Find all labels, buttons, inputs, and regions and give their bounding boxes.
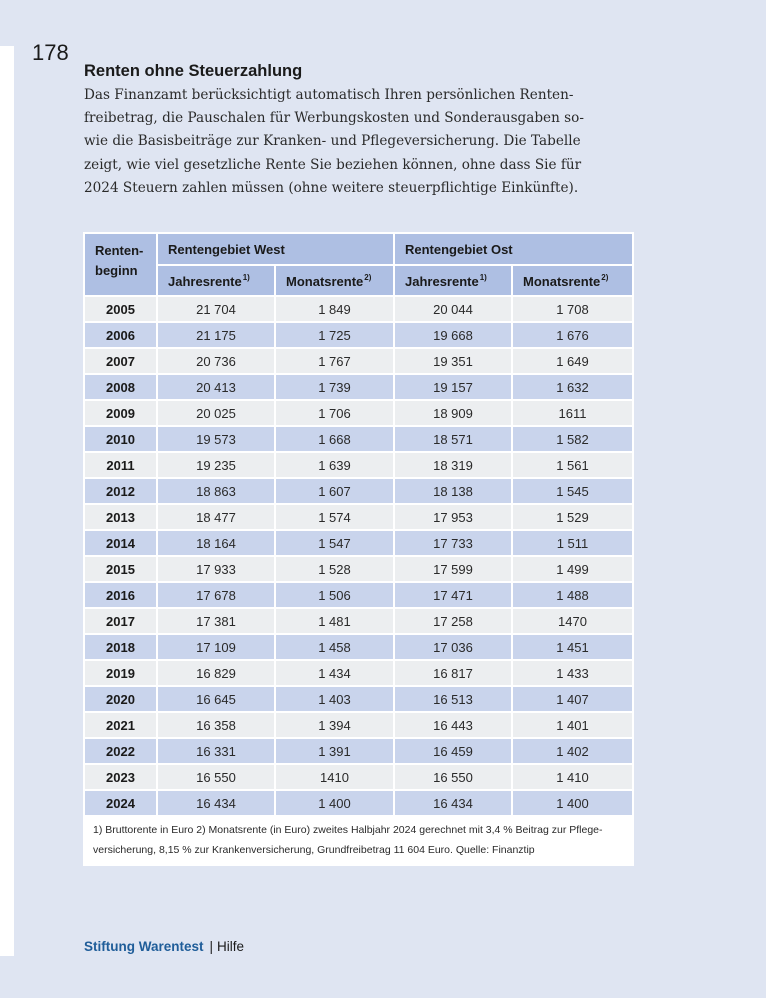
- intro-line: wie die Basisbeiträge zur Kranken- und Pflegeversicherung. Die Tabelle: [84, 133, 581, 150]
- west-monatsrente-cell: 1 725: [275, 322, 394, 348]
- ost-jahresrente-cell: 19 157: [394, 374, 512, 400]
- ost-monatsrente-cell: 1470: [512, 608, 633, 634]
- ost-monatsrente-cell: 1 407: [512, 686, 633, 712]
- table-row: [84, 348, 633, 374]
- year-cell: 2013: [84, 504, 157, 530]
- table-row: [84, 712, 633, 738]
- table-row: [84, 296, 633, 322]
- ost-monatsrente-cell: 1 708: [512, 296, 633, 322]
- intro-line: freibetrag, die Pauschalen für Werbungskosten und Sonderausgaben so-: [84, 110, 584, 127]
- west-jahresrente-cell: 16 829: [157, 660, 275, 686]
- west-jahresrente-header: Jahresrente$^{1)}$: [157, 265, 275, 296]
- west-monatsrente-cell: 1 639: [275, 452, 394, 478]
- ost-monatsrente-cell: 1 676: [512, 322, 633, 348]
- west-jahresrente-cell: 19 235: [157, 452, 275, 478]
- ost-monatsrente-cell: 1 499: [512, 556, 633, 582]
- table-row: [84, 322, 633, 348]
- table-header-row: [84, 233, 633, 265]
- west-jahresrente-cell: 20 413: [157, 374, 275, 400]
- west-monatsrente-cell: 1 434: [275, 660, 394, 686]
- ost-jahresrente-cell: 20 044: [394, 296, 512, 322]
- year-cell: 2009: [84, 400, 157, 426]
- ost-monatsrente-header: Monatsrente$^{2)}$: [512, 265, 633, 296]
- ost-monatsrente-cell: 1 400: [512, 790, 633, 816]
- ost-monatsrente-cell: 1 561: [512, 452, 633, 478]
- table-row: [84, 452, 633, 478]
- table-row: [84, 400, 633, 426]
- footer-section: Hilfe: [217, 939, 245, 954]
- table-row: [84, 608, 633, 634]
- west-jahresrente-cell: 18 863: [157, 478, 275, 504]
- west-jahresrente-cell: 17 933: [157, 556, 275, 582]
- footnote-marker: 1): [242, 272, 250, 282]
- west-monatsrente-cell: 1 481: [275, 608, 394, 634]
- west-jahresrente-cell: 16 358: [157, 712, 275, 738]
- ost-monatsrente-cell: 1 410: [512, 764, 633, 790]
- table-row: [84, 634, 633, 660]
- intro-line: zeigt, wie viel gesetzliche Rente Sie beziehen können, ohne dass Sie für: [84, 156, 582, 173]
- year-cell: 2005: [84, 296, 157, 322]
- west-jahresrente-cell: 18 477: [157, 504, 275, 530]
- footnote-line: versicherung, 8,15 % zur Krankenversicherung, Grundfreibetrag 11 604 Euro. Quelle: Finanztip: [93, 844, 535, 856]
- footnote-row: [84, 816, 633, 865]
- ost-monatsrente-cell: 1 451: [512, 634, 633, 660]
- page-edge: [0, 46, 14, 956]
- year-cell: 2015: [84, 556, 157, 582]
- west-jahresrente-cell: 18 164: [157, 530, 275, 556]
- ost-jahresrente-cell: 19 351: [394, 348, 512, 374]
- year-header-line2: beginn: [95, 263, 138, 278]
- year-column-header: [84, 233, 157, 296]
- year-cell: 2007: [84, 348, 157, 374]
- table-row: [84, 530, 633, 556]
- table-row: [84, 738, 633, 764]
- west-jahresrente-cell: 17 678: [157, 582, 275, 608]
- ost-jahresrente-cell: 18 138: [394, 478, 512, 504]
- year-cell: 2022: [84, 738, 157, 764]
- year-cell: 2012: [84, 478, 157, 504]
- ost-monatsrente-cell: 1 649: [512, 348, 633, 374]
- ost-jahresrente-cell: 18 909: [394, 400, 512, 426]
- table-row: [84, 426, 633, 452]
- ost-group-header: Rentengebiet Ost: [394, 233, 633, 265]
- west-monatsrente-cell: 1410: [275, 764, 394, 790]
- table-row: [84, 556, 633, 582]
- ost-jahresrente-cell: 17 036: [394, 634, 512, 660]
- west-jahresrente-cell: 20 025: [157, 400, 275, 426]
- publisher-brand: Stiftung Warentest: [84, 939, 204, 954]
- west-jahresrente-cell: 16 645: [157, 686, 275, 712]
- west-monatsrente-cell: 1 574: [275, 504, 394, 530]
- ost-jahresrente-cell: 16 443: [394, 712, 512, 738]
- year-cell: 2008: [84, 374, 157, 400]
- page-footer: [84, 939, 244, 954]
- footnote-line: 1) Bruttorente in Euro 2) Monatsrente (in Euro) zweites Halbjahr 2024 gerechnet mit 3,4 % Beitrag zur Pflege-: [93, 824, 603, 836]
- ost-monatsrente-cell: 1 401: [512, 712, 633, 738]
- west-jahresrente-cell: 17 381: [157, 608, 275, 634]
- ost-jahresrente-cell: 18 571: [394, 426, 512, 452]
- table-row: [84, 504, 633, 530]
- ost-jahresrente-cell: 17 471: [394, 582, 512, 608]
- west-monatsrente-cell: 1 767: [275, 348, 394, 374]
- ost-jahresrente-cell: 18 319: [394, 452, 512, 478]
- year-cell: 2018: [84, 634, 157, 660]
- west-jahresrente-cell: 21 175: [157, 322, 275, 348]
- year-cell: 2016: [84, 582, 157, 608]
- year-cell: 2019: [84, 660, 157, 686]
- year-cell: 2020: [84, 686, 157, 712]
- ost-jahresrente-cell: 16 550: [394, 764, 512, 790]
- ost-monatsrente-cell: 1611: [512, 400, 633, 426]
- west-jahresrente-cell: 19 573: [157, 426, 275, 452]
- west-monatsrente-cell: 1 547: [275, 530, 394, 556]
- ost-jahresrente-cell: 16 817: [394, 660, 512, 686]
- ost-jahresrente-cell: 17 599: [394, 556, 512, 582]
- year-cell: 2011: [84, 452, 157, 478]
- footnote-marker: 2): [601, 272, 609, 282]
- ost-monatsrente-cell: 1 511: [512, 530, 633, 556]
- footnote-marker: 1): [479, 272, 487, 282]
- west-group-header: Rentengebiet West: [157, 233, 394, 265]
- ost-jahresrente-cell: 17 733: [394, 530, 512, 556]
- west-monatsrente-cell: 1 400: [275, 790, 394, 816]
- table-body: [84, 296, 633, 816]
- year-cell: 2017: [84, 608, 157, 634]
- table-footnote: [84, 816, 633, 865]
- west-jahresrente-cell: 17 109: [157, 634, 275, 660]
- year-cell: 2021: [84, 712, 157, 738]
- ost-jahresrente-cell: 19 668: [394, 322, 512, 348]
- intro-line: Das Finanzamt berücksichtigt automatisch Ihren persönlichen Renten-: [84, 87, 574, 103]
- ost-jahresrente-cell: 16 434: [394, 790, 512, 816]
- west-monatsrente-cell: 1 668: [275, 426, 394, 452]
- intro-paragraph: [84, 84, 584, 200]
- table-row: [84, 374, 633, 400]
- ost-monatsrente-cell: 1 402: [512, 738, 633, 764]
- ost-jahresrente-cell: 16 513: [394, 686, 512, 712]
- west-monatsrente-cell: 1 739: [275, 374, 394, 400]
- west-monatsrente-cell: 1 394: [275, 712, 394, 738]
- intro-line: 2024 Steuern zahlen müssen (ohne weitere steuerpflichtige Einkünfte).: [84, 179, 579, 196]
- west-jahresrente-cell: 16 331: [157, 738, 275, 764]
- ost-monatsrente-cell: 1 582: [512, 426, 633, 452]
- table-row: [84, 582, 633, 608]
- west-monatsrente-cell: 1 403: [275, 686, 394, 712]
- table-subheader-row: [84, 265, 633, 296]
- ost-monatsrente-cell: 1 632: [512, 374, 633, 400]
- year-cell: 2023: [84, 764, 157, 790]
- west-jahresrente-cell: 21 704: [157, 296, 275, 322]
- ost-jahresrente-cell: 16 459: [394, 738, 512, 764]
- west-monatsrente-cell: 1 849: [275, 296, 394, 322]
- year-cell: 2024: [84, 790, 157, 816]
- ost-monatsrente-cell: 1 488: [512, 582, 633, 608]
- table-row: [84, 478, 633, 504]
- section-title: Renten ohne Steuerzahlung: [84, 62, 303, 80]
- ost-monatsrente-cell: 1 545: [512, 478, 633, 504]
- west-monatsrente-header: Monatsrente$^{2)}$: [275, 265, 394, 296]
- table-row: [84, 660, 633, 686]
- table-row: [84, 686, 633, 712]
- year-cell: 2014: [84, 530, 157, 556]
- ost-monatsrente-cell: 1 529: [512, 504, 633, 530]
- west-monatsrente-cell: 1 458: [275, 634, 394, 660]
- west-jahresrente-cell: 16 550: [157, 764, 275, 790]
- ost-monatsrente-cell: 1 433: [512, 660, 633, 686]
- table-row: [84, 790, 633, 816]
- footer-separator: |: [209, 939, 214, 954]
- west-jahresrente-cell: 20 736: [157, 348, 275, 374]
- west-monatsrente-cell: 1 528: [275, 556, 394, 582]
- pension-table: [83, 232, 634, 866]
- west-monatsrente-cell: 1 506: [275, 582, 394, 608]
- west-monatsrente-cell: 1 391: [275, 738, 394, 764]
- year-header-line1: Renten-: [95, 243, 144, 258]
- year-cell: 2006: [84, 322, 157, 348]
- ost-jahresrente-header: Jahresrente$^{1)}$: [394, 265, 512, 296]
- year-cell: 2010: [84, 426, 157, 452]
- west-monatsrente-cell: 1 706: [275, 400, 394, 426]
- ost-jahresrente-cell: 17 953: [394, 504, 512, 530]
- west-monatsrente-cell: 1 607: [275, 478, 394, 504]
- table-row: [84, 764, 633, 790]
- footnote-marker: 2): [364, 272, 372, 282]
- ost-jahresrente-cell: 17 258: [394, 608, 512, 634]
- west-jahresrente-cell: 16 434: [157, 790, 275, 816]
- page-number: 178: [32, 40, 69, 65]
